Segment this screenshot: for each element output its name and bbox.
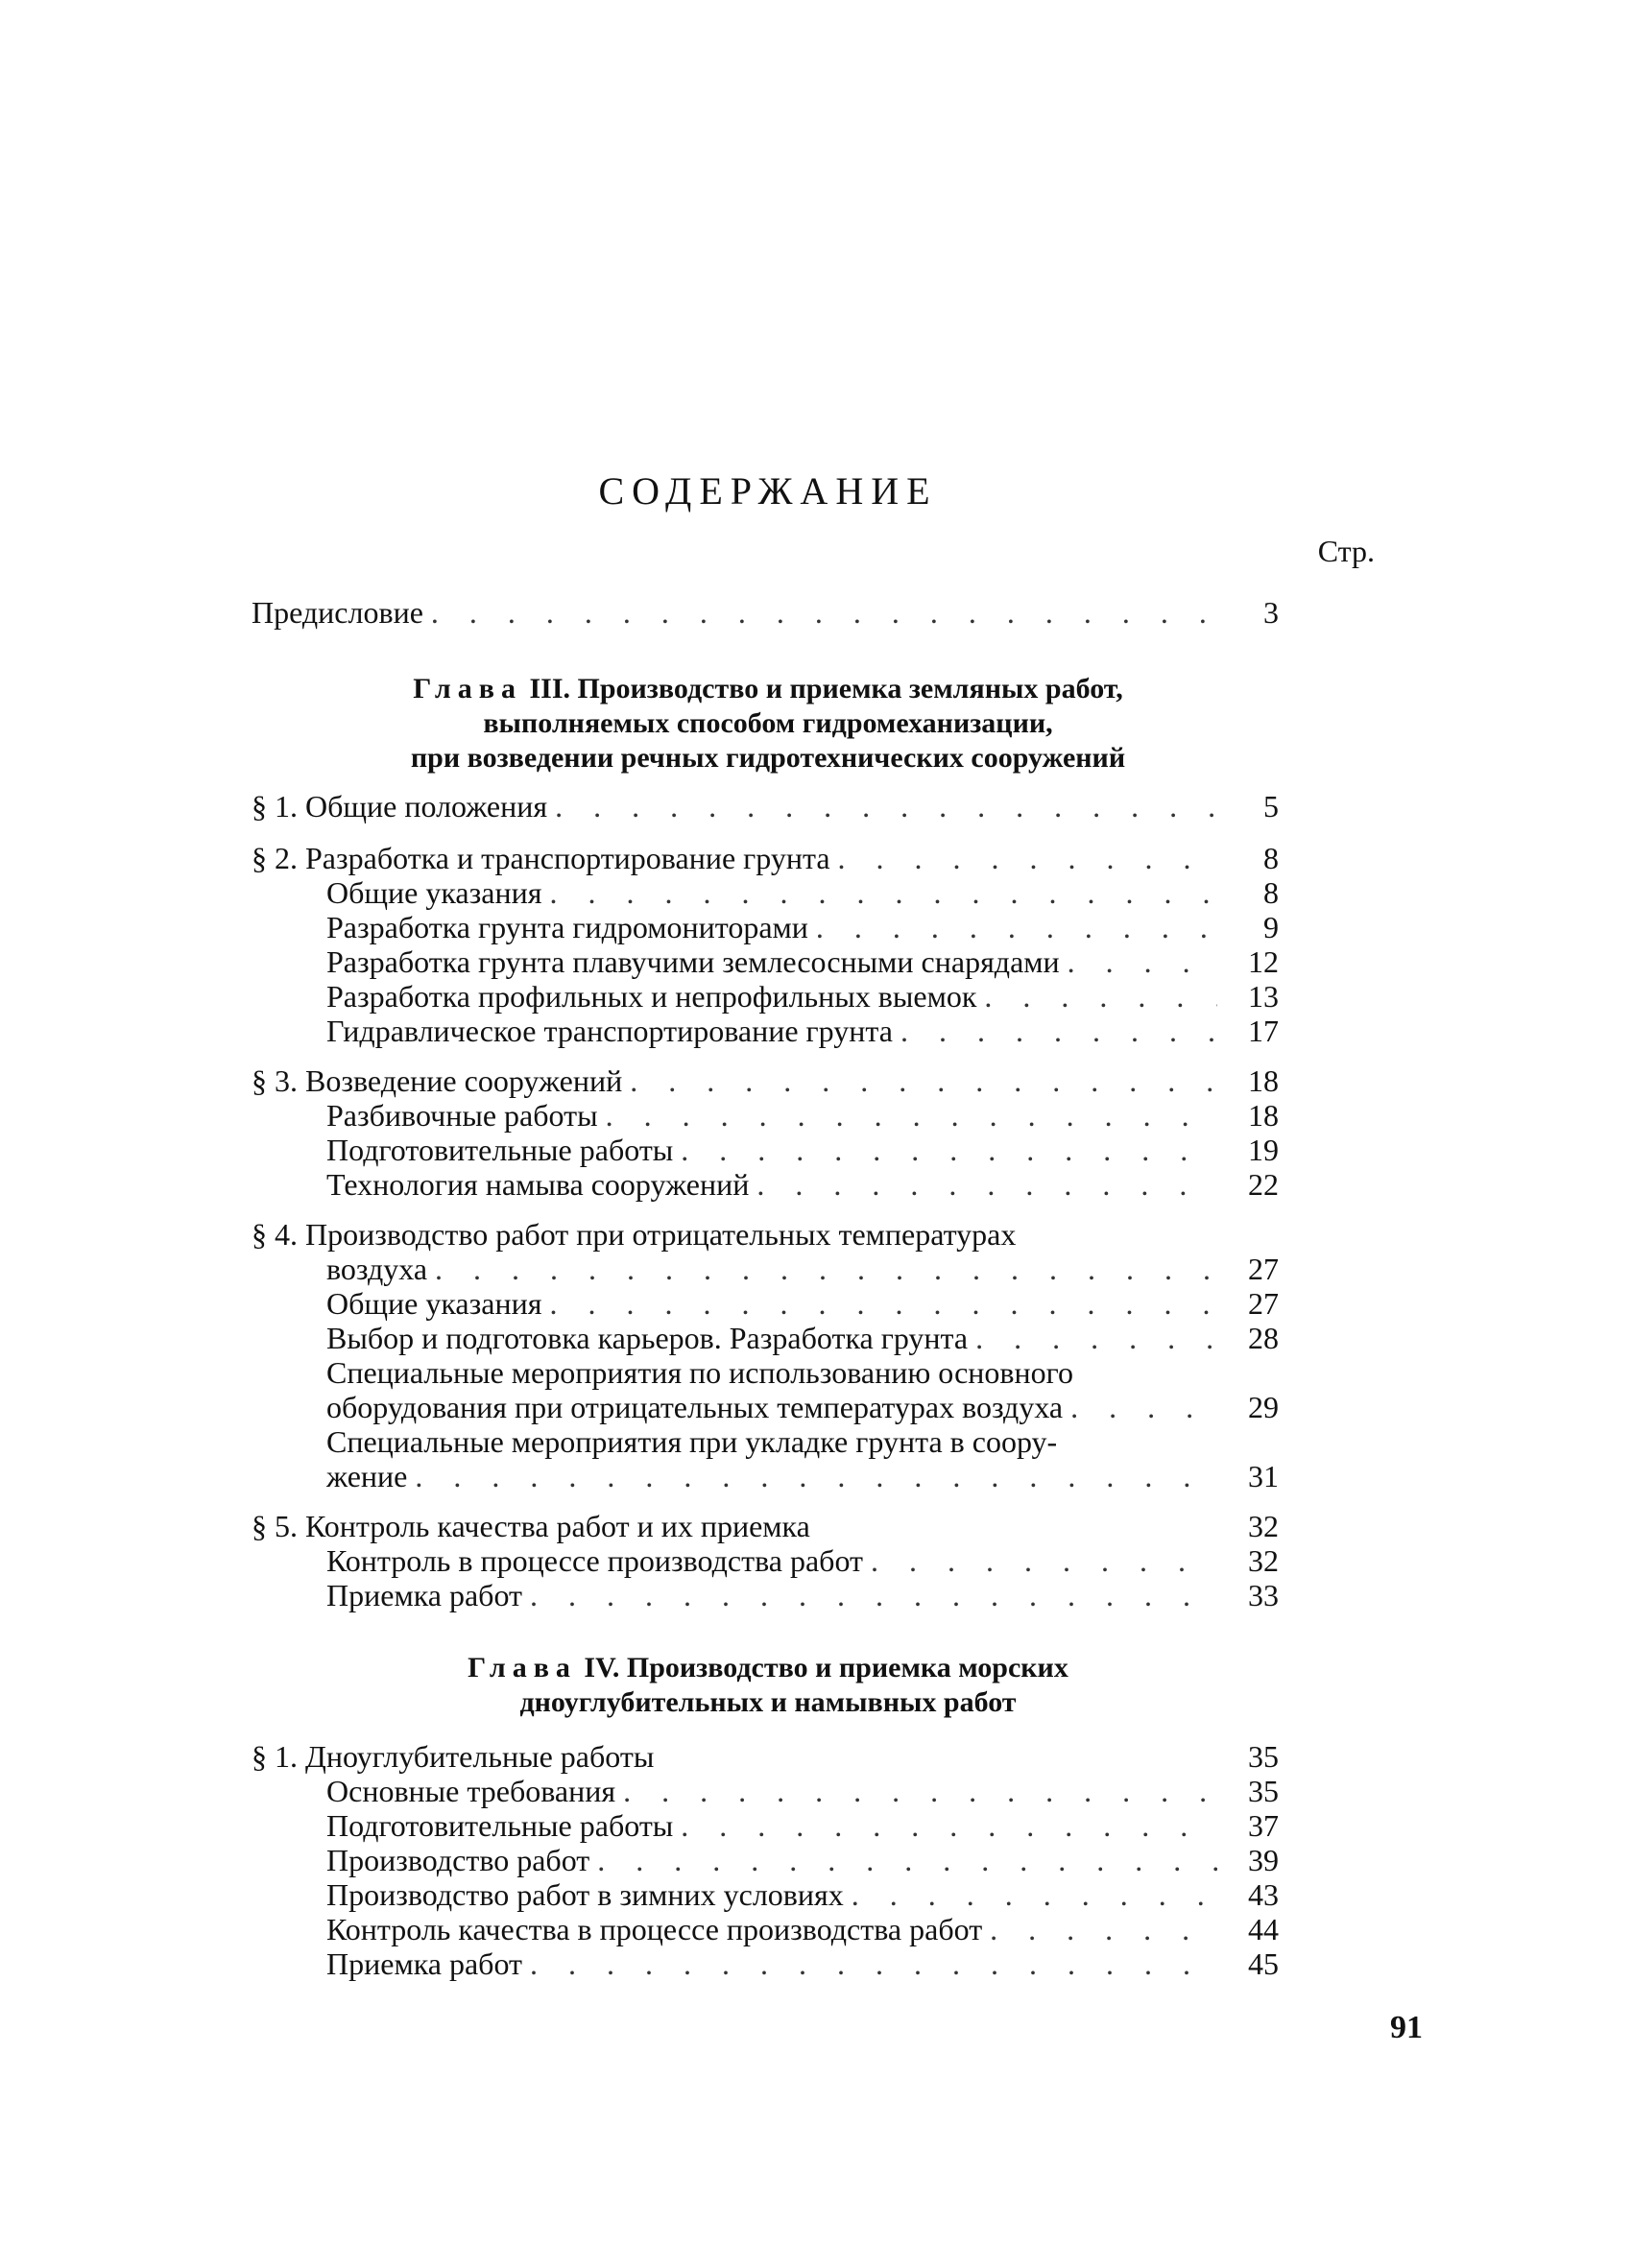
toc-entry-page: 32 bbox=[1248, 1543, 1279, 1578]
leader-dots bbox=[530, 1946, 1217, 1981]
toc-section-3-4 bbox=[326, 1252, 1279, 1286]
toc-entry-label: оборудования при отрицательных температурах воздуха bbox=[326, 1390, 1064, 1424]
chapter-3-heading bbox=[250, 672, 1286, 776]
toc-entry-label: Приемка работ bbox=[326, 1578, 522, 1612]
chapter-3-line-2: выполняемых способом гидромеханизации, bbox=[483, 707, 1053, 739]
toc-entry-page: 19 bbox=[1248, 1133, 1279, 1167]
leader-dots bbox=[900, 1014, 1217, 1048]
toc-entry-page: 29 bbox=[1248, 1390, 1279, 1424]
toc-entry-label: Приемка работ bbox=[326, 1946, 522, 1981]
leader-dots bbox=[435, 1252, 1217, 1286]
toc-entry-page: 18 bbox=[1248, 1098, 1279, 1133]
chapter-3-line-3: при возведении речных гидротехнических сооружений bbox=[410, 742, 1126, 774]
chapter-label: Глава bbox=[413, 673, 522, 704]
leader-dots bbox=[681, 1133, 1217, 1167]
toc-item bbox=[326, 1543, 1279, 1578]
leader-dots bbox=[871, 1543, 1217, 1578]
toc-item bbox=[326, 1912, 1279, 1946]
toc-item bbox=[326, 979, 1279, 1014]
toc-entry-page: 8 bbox=[1263, 841, 1279, 875]
toc-entry-label: воздуха bbox=[326, 1252, 428, 1286]
toc-entry-page: 45 bbox=[1248, 1946, 1279, 1981]
leader-dots bbox=[990, 1912, 1217, 1946]
toc-entry-label: Производство работ bbox=[326, 1843, 590, 1877]
toc-item bbox=[326, 1774, 1279, 1808]
toc-entry-label: Контроль качества в процессе производства работ bbox=[326, 1912, 983, 1946]
page-number: 91 bbox=[1390, 2010, 1423, 2045]
toc-entry-label: Технология намыва сооружений bbox=[326, 1167, 750, 1202]
toc-entry-label: Разработка грунта плавучими землесосными снарядами bbox=[326, 944, 1060, 979]
toc-entry-label: Разработка профильных и непрофильных выемок bbox=[326, 979, 977, 1014]
toc-entry-page: 5 bbox=[1263, 789, 1279, 824]
toc-entry-label: Разработка грунта гидромониторами bbox=[326, 910, 808, 944]
toc-entry-page: 35 bbox=[1248, 1739, 1279, 1774]
toc-entry-label: Выбор и подготовка карьеров. Разработка грунта bbox=[326, 1321, 969, 1355]
toc-item bbox=[326, 944, 1279, 979]
toc-entry-label: Предисловие bbox=[252, 595, 423, 630]
leader-dots bbox=[681, 1808, 1217, 1843]
toc-item bbox=[326, 1877, 1279, 1912]
toc-entry-label: § 1. Дноуглубительные работы bbox=[252, 1739, 655, 1774]
toc-entry-page: 44 bbox=[1248, 1912, 1279, 1946]
toc-entry-label: Производство работ в зимних условиях bbox=[326, 1877, 844, 1912]
toc-entry-page: 28 bbox=[1248, 1321, 1279, 1355]
toc-entry-label: жение bbox=[326, 1459, 408, 1493]
toc-entry-page: 18 bbox=[1248, 1063, 1279, 1098]
toc-section-3-5 bbox=[252, 1509, 1279, 1543]
toc-entry-page: 37 bbox=[1248, 1808, 1279, 1843]
leader-dots bbox=[415, 1459, 1217, 1493]
leader-dots bbox=[1068, 944, 1217, 979]
toc-item bbox=[326, 1098, 1279, 1133]
toc-item-line-1: Специальные мероприятия по использованию основного bbox=[326, 1355, 1073, 1390]
leader-dots bbox=[606, 1098, 1217, 1133]
leader-dots bbox=[549, 875, 1217, 910]
toc-entry-label: Основные требования bbox=[326, 1774, 616, 1808]
leader-dots bbox=[1070, 1390, 1217, 1424]
toc-item bbox=[326, 1459, 1279, 1493]
toc-entry-page: 39 bbox=[1248, 1843, 1279, 1877]
chapter-4-heading bbox=[250, 1651, 1286, 1720]
toc-entry-label: Гидравлическое транспортирование грунта bbox=[326, 1014, 893, 1048]
leader-dots bbox=[816, 910, 1217, 944]
toc-item bbox=[326, 1014, 1279, 1048]
toc-entry-page: 22 bbox=[1248, 1167, 1279, 1202]
toc-entry-page: 35 bbox=[1248, 1774, 1279, 1808]
toc-entry-preface bbox=[252, 595, 1279, 630]
page-column-label: Стр. bbox=[1317, 534, 1375, 568]
leader-dots bbox=[530, 1578, 1217, 1612]
toc-entry-label: § 1. Общие положения bbox=[252, 789, 548, 824]
chapter-3-line-1: III. Производство и приемка земляных работ, bbox=[529, 673, 1123, 704]
toc-entry-label: Разбивочные работы bbox=[326, 1098, 598, 1133]
toc-item bbox=[326, 1321, 1279, 1355]
toc-entry-page: 12 bbox=[1248, 944, 1279, 979]
toc-entry-label: Подготовительные работы bbox=[326, 1133, 674, 1167]
chapter-4-line-2: дноуглубительных и намывных работ bbox=[519, 1686, 1017, 1718]
leader-dots bbox=[838, 841, 1217, 875]
toc-item bbox=[326, 1946, 1279, 1981]
leader-dots bbox=[549, 1286, 1217, 1321]
leader-dots bbox=[630, 1063, 1217, 1098]
toc-item-line-1: Специальные мероприятия при укладке грунта в соору- bbox=[326, 1424, 1058, 1459]
toc-item bbox=[326, 1843, 1279, 1877]
toc-entry-page: 32 bbox=[1248, 1509, 1279, 1543]
toc-item bbox=[326, 875, 1279, 910]
toc-entry-label: Контроль в процессе производства работ bbox=[326, 1543, 864, 1578]
toc-item bbox=[326, 1578, 1279, 1612]
toc-item bbox=[326, 1390, 1279, 1424]
leader-dots bbox=[555, 789, 1217, 824]
toc-section-3-2 bbox=[252, 841, 1279, 875]
toc-section-3-4-line-1: § 4. Производство работ при отрицательных температурах bbox=[252, 1217, 1017, 1252]
page-title: СОДЕРЖАНИЕ bbox=[598, 469, 938, 513]
toc-entry-page: 27 bbox=[1248, 1252, 1279, 1286]
toc-entry-label: Общие указания bbox=[326, 875, 542, 910]
toc-entry-label: Подготовительные работы bbox=[326, 1808, 674, 1843]
chapter-label: Глава bbox=[468, 1652, 577, 1683]
toc-entry-page: 3 bbox=[1263, 595, 1279, 630]
toc-item bbox=[326, 1286, 1279, 1321]
toc-entry-label: § 2. Разработка и транспортирование грунта bbox=[252, 841, 830, 875]
toc-item bbox=[326, 910, 1279, 944]
toc-entry-page: 27 bbox=[1248, 1286, 1279, 1321]
leader-dots bbox=[431, 595, 1217, 630]
toc-section-4-1 bbox=[252, 1739, 1279, 1774]
toc-item bbox=[326, 1808, 1279, 1843]
toc-entry-page: 33 bbox=[1248, 1578, 1279, 1612]
toc-entry-page: 43 bbox=[1248, 1877, 1279, 1912]
toc-section-3-3 bbox=[252, 1063, 1279, 1098]
leader-dots bbox=[756, 1167, 1217, 1202]
toc-item bbox=[326, 1133, 1279, 1167]
toc-entry-page: 17 bbox=[1248, 1014, 1279, 1048]
leader-dots bbox=[597, 1843, 1217, 1877]
chapter-4-line-1: IV. Производство и приемка морских bbox=[584, 1652, 1068, 1683]
toc-section-3-1 bbox=[252, 789, 1279, 824]
toc-entry-page: 9 bbox=[1263, 910, 1279, 944]
toc-entry-label: Общие указания bbox=[326, 1286, 542, 1321]
toc-item bbox=[326, 1167, 1279, 1202]
leader-dots bbox=[975, 1321, 1217, 1355]
leader-dots bbox=[623, 1774, 1217, 1808]
toc-entry-page: 31 bbox=[1248, 1459, 1279, 1493]
toc-entry-page: 8 bbox=[1263, 875, 1279, 910]
toc-entry-page: 13 bbox=[1248, 979, 1279, 1014]
leader-dots bbox=[852, 1877, 1217, 1912]
toc-entry-label: § 3. Возведение сооружений bbox=[252, 1063, 623, 1098]
toc-entry-label: § 5. Контроль качества работ и их приемка bbox=[252, 1509, 810, 1543]
leader-dots bbox=[984, 979, 1217, 1014]
